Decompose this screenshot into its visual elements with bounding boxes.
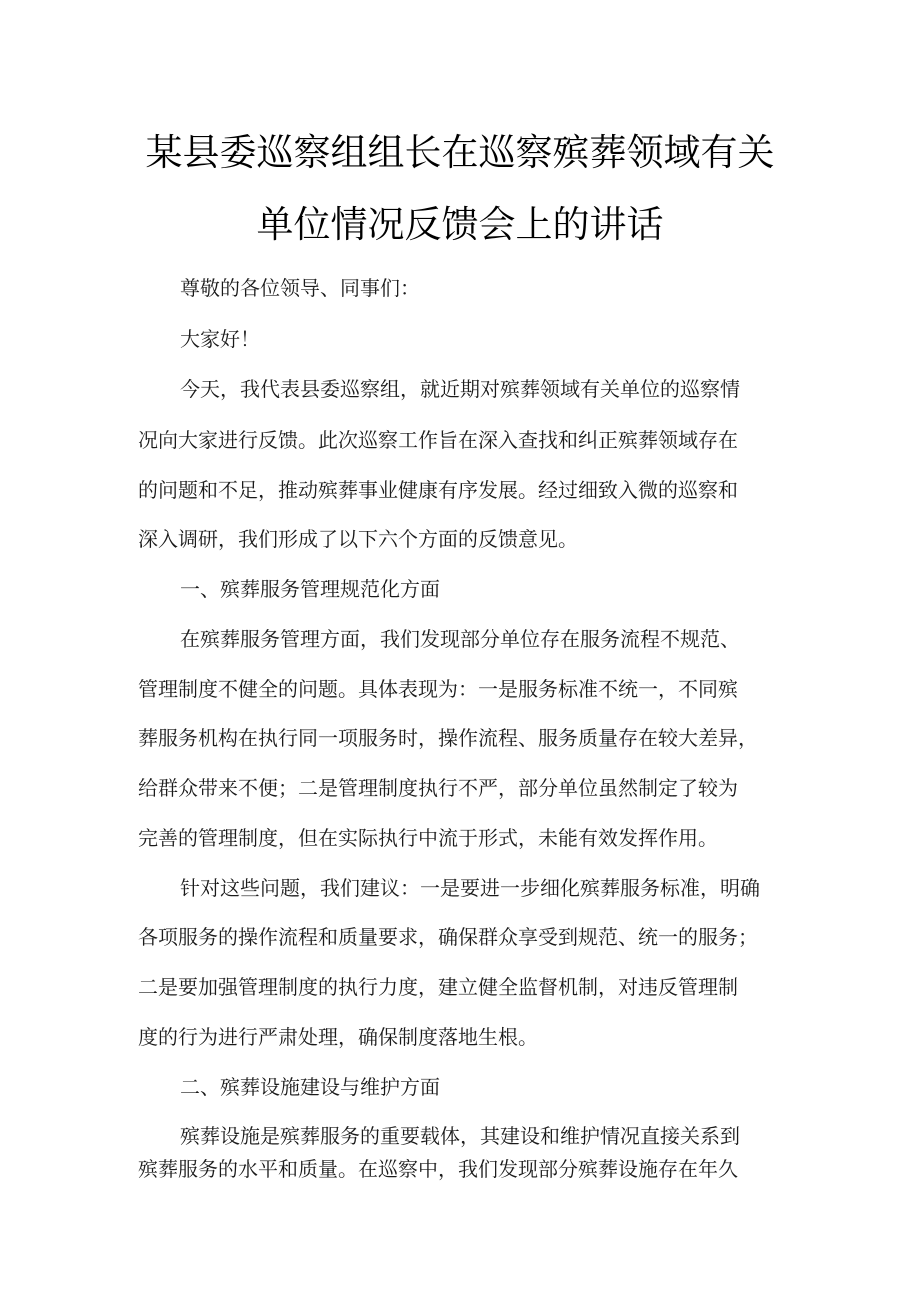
document-title-line-2: 单位情况反馈会上的讲话 [256,203,664,246]
paragraph-line: 在殡葬服务管理方面，我们发现部分单位存在服务流程不规范、 [180,627,740,651]
section-heading: 二、殡葬设施建设与维护方面 [180,1075,440,1099]
salutation: 尊敬的各位领导、同事们： [180,276,420,300]
paragraph-line: 葬服务机构在执行同一项服务时，操作流程、服务质量存在较大差异， [138,726,758,750]
paragraph-line: 深入调研，我们形成了以下六个方面的反馈意见。 [138,527,578,551]
paragraph-line: 度的行为进行严肃处理，确保制度落地生根。 [138,1025,538,1049]
section-heading: 一、殡葬服务管理规范化方面 [180,577,440,601]
greeting: 大家好！ [180,327,260,351]
document-title-line-1: 某县委巡察组组长在巡察殡葬领域有关 [145,131,775,174]
paragraph-line: 针对这些问题，我们建议：一是要进一步细化殡葬服务标准，明确 [180,876,760,900]
paragraph-line: 二是要加强管理制度的执行力度，建立健全监督机制，对违反管理制 [138,975,738,999]
paragraph-line: 给群众带来不便；二是管理制度执行不严，部分单位虽然制定了较为 [138,776,738,800]
paragraph-line: 今天，我代表县委巡察组，就近期对殡葬领域有关单位的巡察情 [180,377,740,401]
paragraph-line: 殡葬服务的水平和质量。在巡察中，我们发现部分殡葬设施存在年久 [138,1157,738,1181]
paragraph-line: 完善的管理制度，但在实际执行中流于形式，未能有效发挥作用。 [138,826,718,850]
paragraph-line: 的问题和不足，推动殡葬事业健康有序发展。经过细致入微的巡察和 [138,478,738,502]
paragraph-line: 况向大家进行反馈。此次巡察工作旨在深入查找和纠正殡葬领域存在 [138,428,738,452]
paragraph-line: 各项服务的操作流程和质量要求，确保群众享受到规范、统一的服务； [138,925,758,949]
paragraph-line: 管理制度不健全的问题。具体表现为：一是服务标准不统一，不同殡 [138,677,738,701]
paragraph-line: 殡葬设施是殡葬服务的重要载体，其建设和维护情况直接关系到 [180,1124,740,1148]
